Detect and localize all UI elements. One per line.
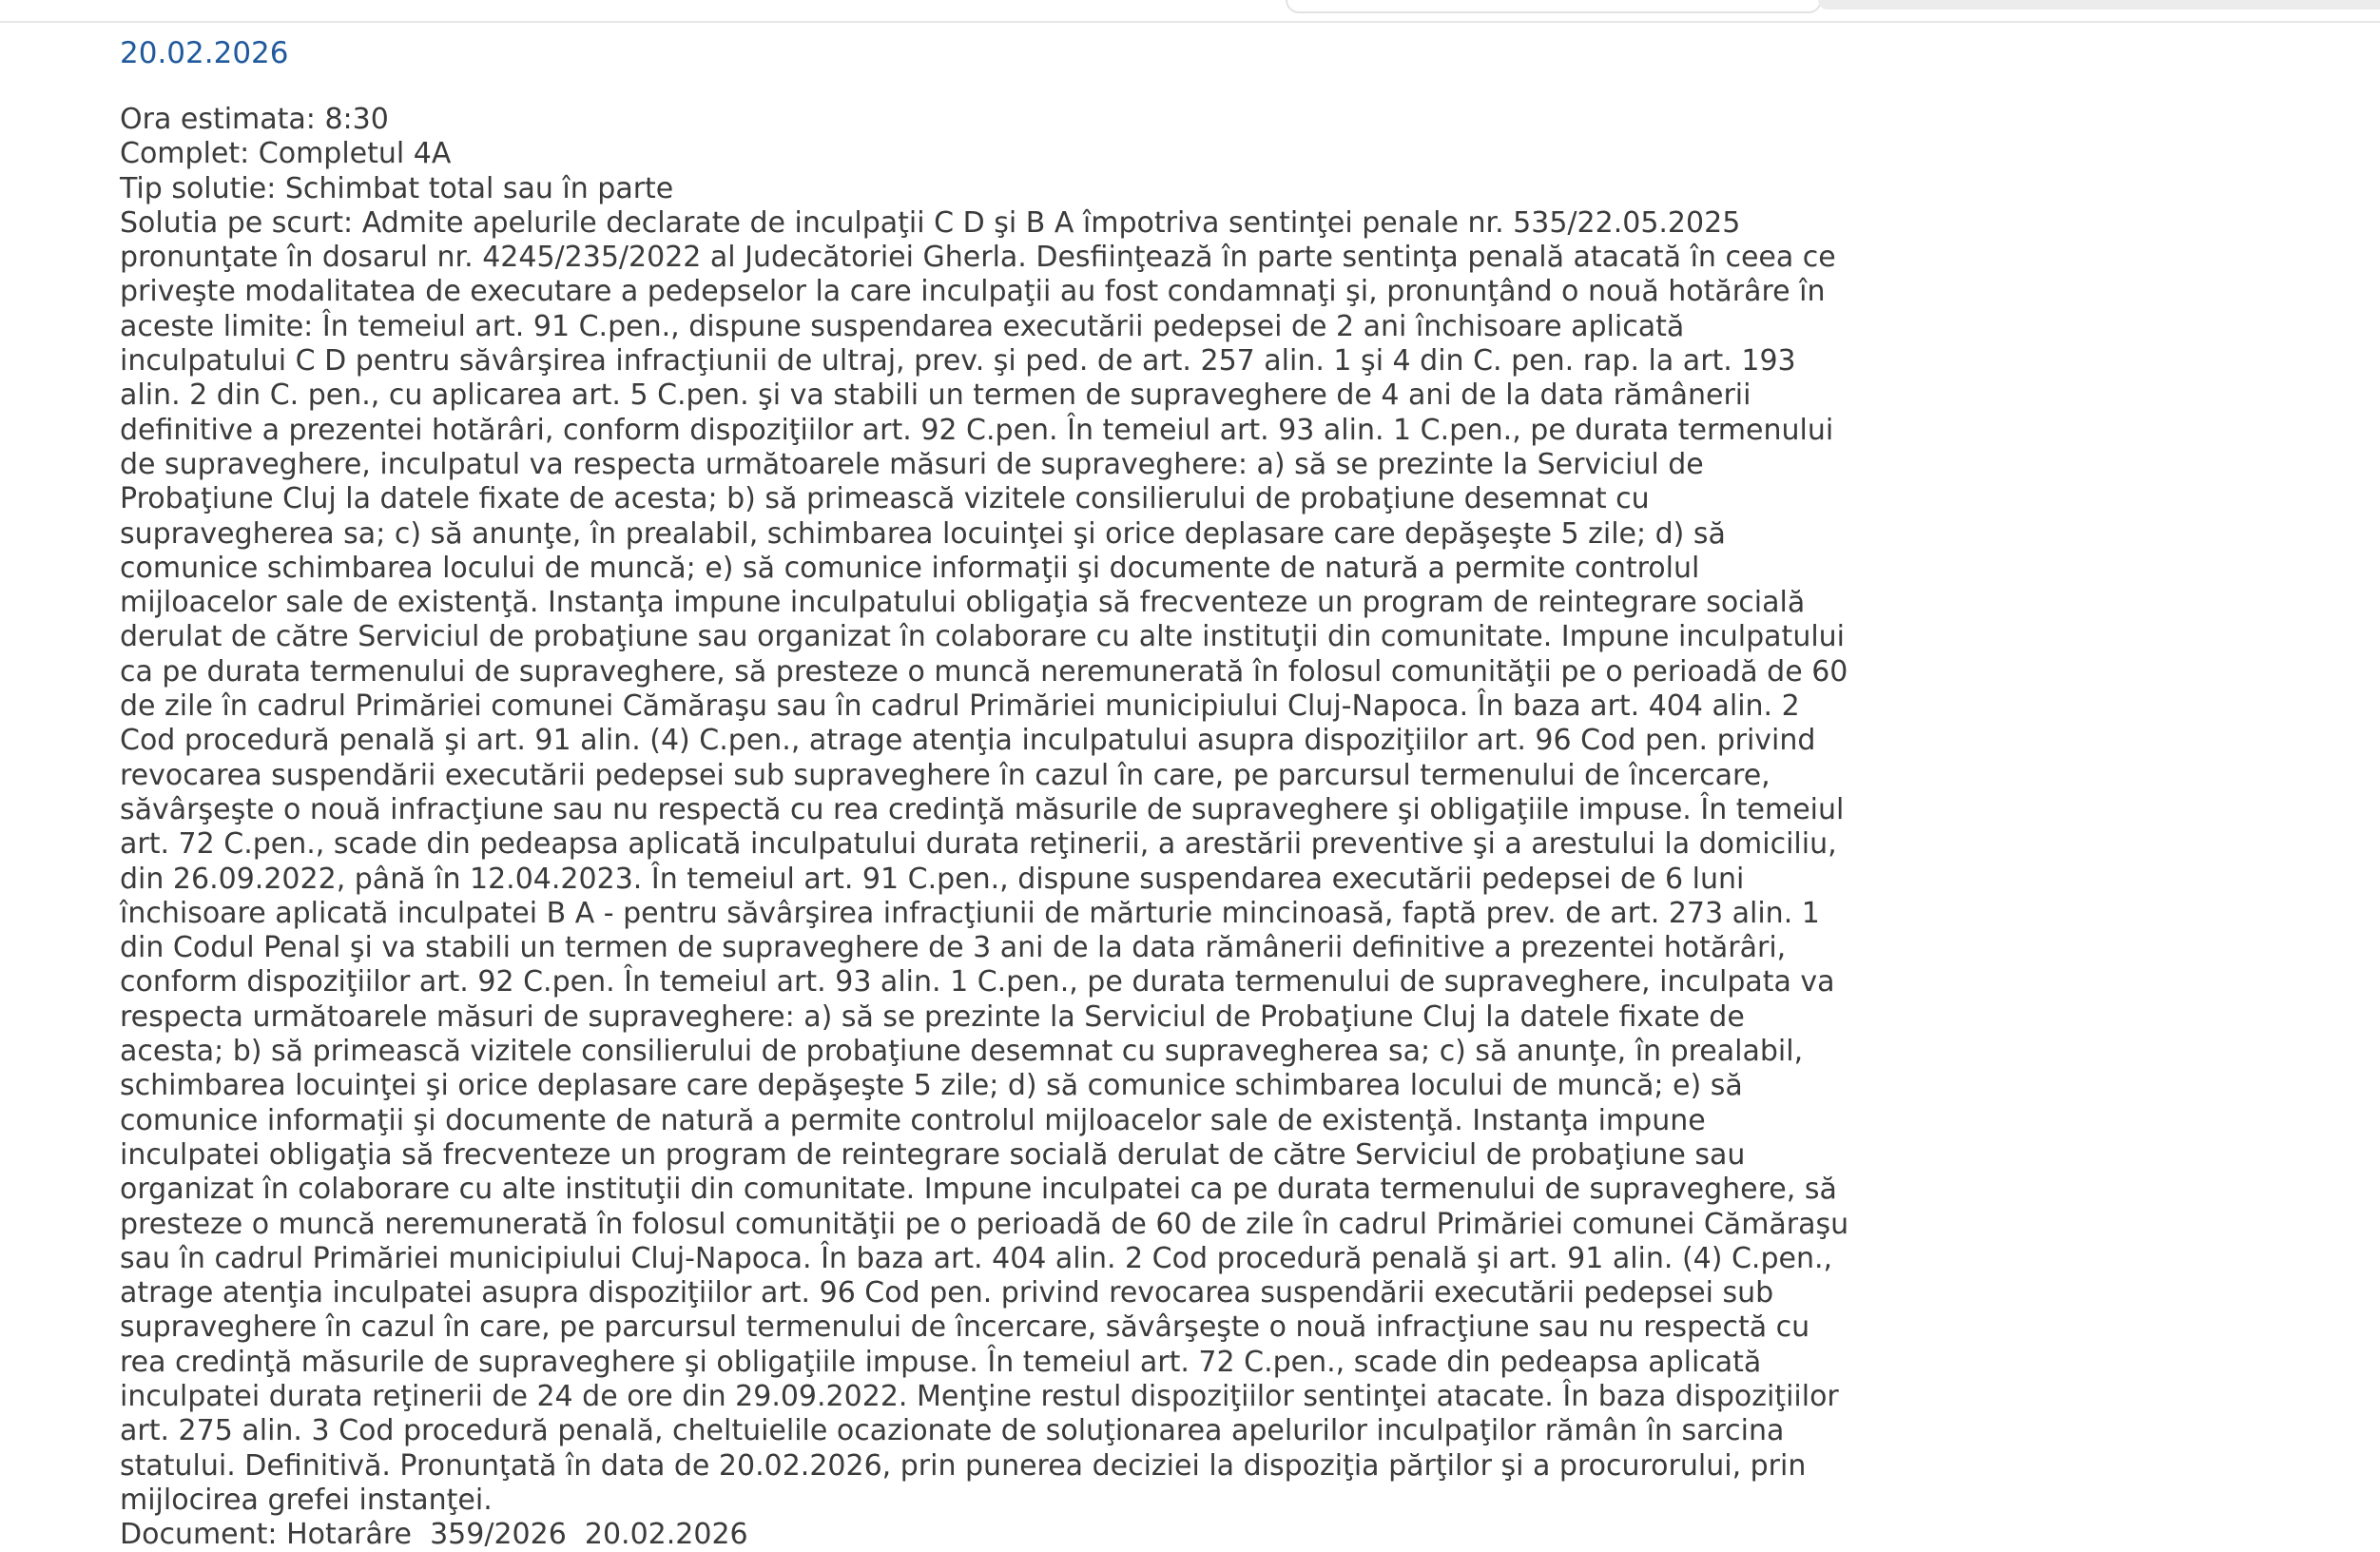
session-date-link[interactable]: 20.02.2026 [120, 36, 289, 70]
solution-type-value: Schimbat total sau în parte [284, 171, 674, 205]
document-label: Document: [120, 1518, 278, 1552]
solution-summary-row [120, 206, 1850, 1518]
search-field-edge[interactable] [1286, 0, 1822, 13]
top-bar [0, 0, 2380, 23]
estimated-time-value: 8:30 [324, 103, 389, 136]
session-entry [120, 34, 1850, 1552]
document-row [120, 1518, 1850, 1552]
solution-type-label: Tip solutie: [120, 171, 277, 205]
document-type: Hotarâre [286, 1518, 412, 1552]
panel-value: Completul 4A [258, 137, 452, 171]
estimated-time-label: Ora estimata: [120, 103, 316, 136]
panel-row [120, 137, 1850, 171]
solution-summary-label: Solutia pe scurt: [120, 205, 354, 240]
estimated-time-row [120, 103, 1850, 137]
document-number: 359/2026 [430, 1518, 567, 1552]
solution-type-row [120, 172, 1850, 206]
solution-summary-text: Admite apelurile declarate de inculpaţii C D şi B A împotriva sentinţei penale nr. 535/22.05.2025 pronunţate în dosarul nr. 4245/235/2022 al Judecătoriei Gherla. Desfiinţează în parte sentinţa penală atacată în ceea ce priveşte modalitatea de executare a pedepselor la care inculpaţii au fost condamnaţi şi, pronunţând o nouă hotărâre în aceste limite: În temeiul art. 91 C.pen., dispune suspendarea executării pedepsei de 2 ani închisoare aplicată inculpatului C D pentru săvârşirea infracţiunii de ultraj, prev. şi ped. de art. 257 alin. 1 şi 4 din C. pen. rap. la art. 193 alin. 2 din C. pen., cu aplicarea art. 5 C.pen. şi va stabili un termen de supraveghere de 4 ani de la data rămânerii definitive a prezentei hotărâri, conform dispoziţiilor art. 92 C.pen. În temeiul art. 93 alin. 1 C.pen., pe durata termenului de supraveghere, inculpatul va respecta următoarele măsuri de supraveghere: a) să se prezinte la Serviciul de Probaţiune Cluj la datele fixate de acesta; b) să primească vizitele consilierului de probaţiune desemnat cu supravegherea sa; c) să anunţe, în prealabil, schimbarea locuinţei şi orice deplasare care depăşeşte 5 zile; d) să comunice schimbarea locului de muncă; e) să comunice informaţii şi documente de natură a permite controlul mijloacelor sale de existenţă. Instanţa impune inculpatului obligaţia să frecventeze un program de reintegrare socială derulat de către Serviciul de probaţiune sau organizat în colaborare cu alte instituţii din comunitate. Impune inculpatului ca pe durata termenului de supraveghere, să presteze o muncă neremunerată în folosul comunităţii pe o perioadă de 60 de zile în cadrul Primăriei comunei Cămăraşu sau în cadrul Primăriei municipiului Cluj-Napoca. În baza art. 404 alin. 2 Cod procedură penală şi art. 91 alin. (4) C.pen., atrage atenţia inculpatului asupra dispoziţiilor art. 96 Cod pen. privind revocarea suspendării executării pedepsei sub supraveghere în cazul în care, pe parcursul termenului de încercare, săvârşeşte o nouă infracţiune sau nu respectă cu rea credinţă măsurile de supraveghere şi obligaţiile impuse. În temeiul art. 72 C.pen., scade din pedeapsa aplicată inculpatului durata reţinerii, a arestării preventive şi a arestului la domiciliu, din 26.09.2022, până în 12.04.2023. În temeiul art. 91 C.pen., dispune suspendarea executării pedepsei de 6 luni închisoare aplicată inculpatei B A - pentru săvârşirea infracţiunii de mărturie mincinoasă, faptă prev. de art. 273 alin. 1 din Codul Penal şi va stabili un termen de supraveghere de 3 ani de la data rămânerii definitive a prezentei hotărâri, conform dispoziţiilor art. 92 C.pen. În temeiul art. 93 alin. 1 C.pen., pe durata termenului de supraveghere, inculpata va respecta următoarele măsuri de supraveghere: a) să se prezinte la Serviciul de Probaţiune Cluj la datele fixate de acesta; b) să primească vizitele consilierului de probaţiune desemnat cu supravegherea sa; c) să anunţe, în prealabil, schimbarea locuinţei şi orice deplasare care depăşeşte 5 zile; d) să comunice schimbarea locului de muncă; e) să comunice informaţii şi documente de natură a permite controlul mijloacelor sale de existenţă. Instanţa impune inculpatei obligaţia să frecventeze un program de reintegrare socială derulat de către Serviciul de probaţiune sau organizat în colaborare cu alte instituţii din comunitate. Impune inculpatei ca pe durata termenului de supraveghere, să presteze o muncă neremunerată în folosul comunităţii pe o perioadă de 60 de zile în cadrul Primăriei comunei Cămăraşu sau în cadrul Primăriei municipiului Cluj-Napoca. În baza art. 404 alin. 2 Cod procedură penală şi art. 91 alin. (4) C.pen., atrage atenţia inculpatei asupra dispoziţiilor art. 96 Cod pen. privind revocarea suspendării executării pedepsei sub supraveghere în cazul în care, pe parcursul termenului de încercare, săvârşeşte o nouă infracţiune sau nu respectă cu rea credinţă măsurile de supraveghere şi obligaţiile impuse. În temeiul art. 72 C.pen., scade din pedeapsa aplicată inculpatei durata reţinerii de 24 de ore din 29.09.2022. Menţine restul dispoziţiilor sentinţei atacate. În baza dispoziţiilor art. 275 alin. 3 Cod procedură penală, cheltuielile ocazionate de soluţionarea apelurilor inculpaţilor rămân în sarcina statului. Definitivă. Pronunţată în data de 20.02.2026, prin punerea deciziei la dispoziţia părţilor şi a procurorului, prin mijlocirea grefei instanţei. [120, 205, 1849, 1517]
toolbar-edge [1818, 0, 2380, 10]
panel-label: Complet: [120, 137, 250, 171]
document-date: 20.02.2026 [584, 1518, 748, 1552]
